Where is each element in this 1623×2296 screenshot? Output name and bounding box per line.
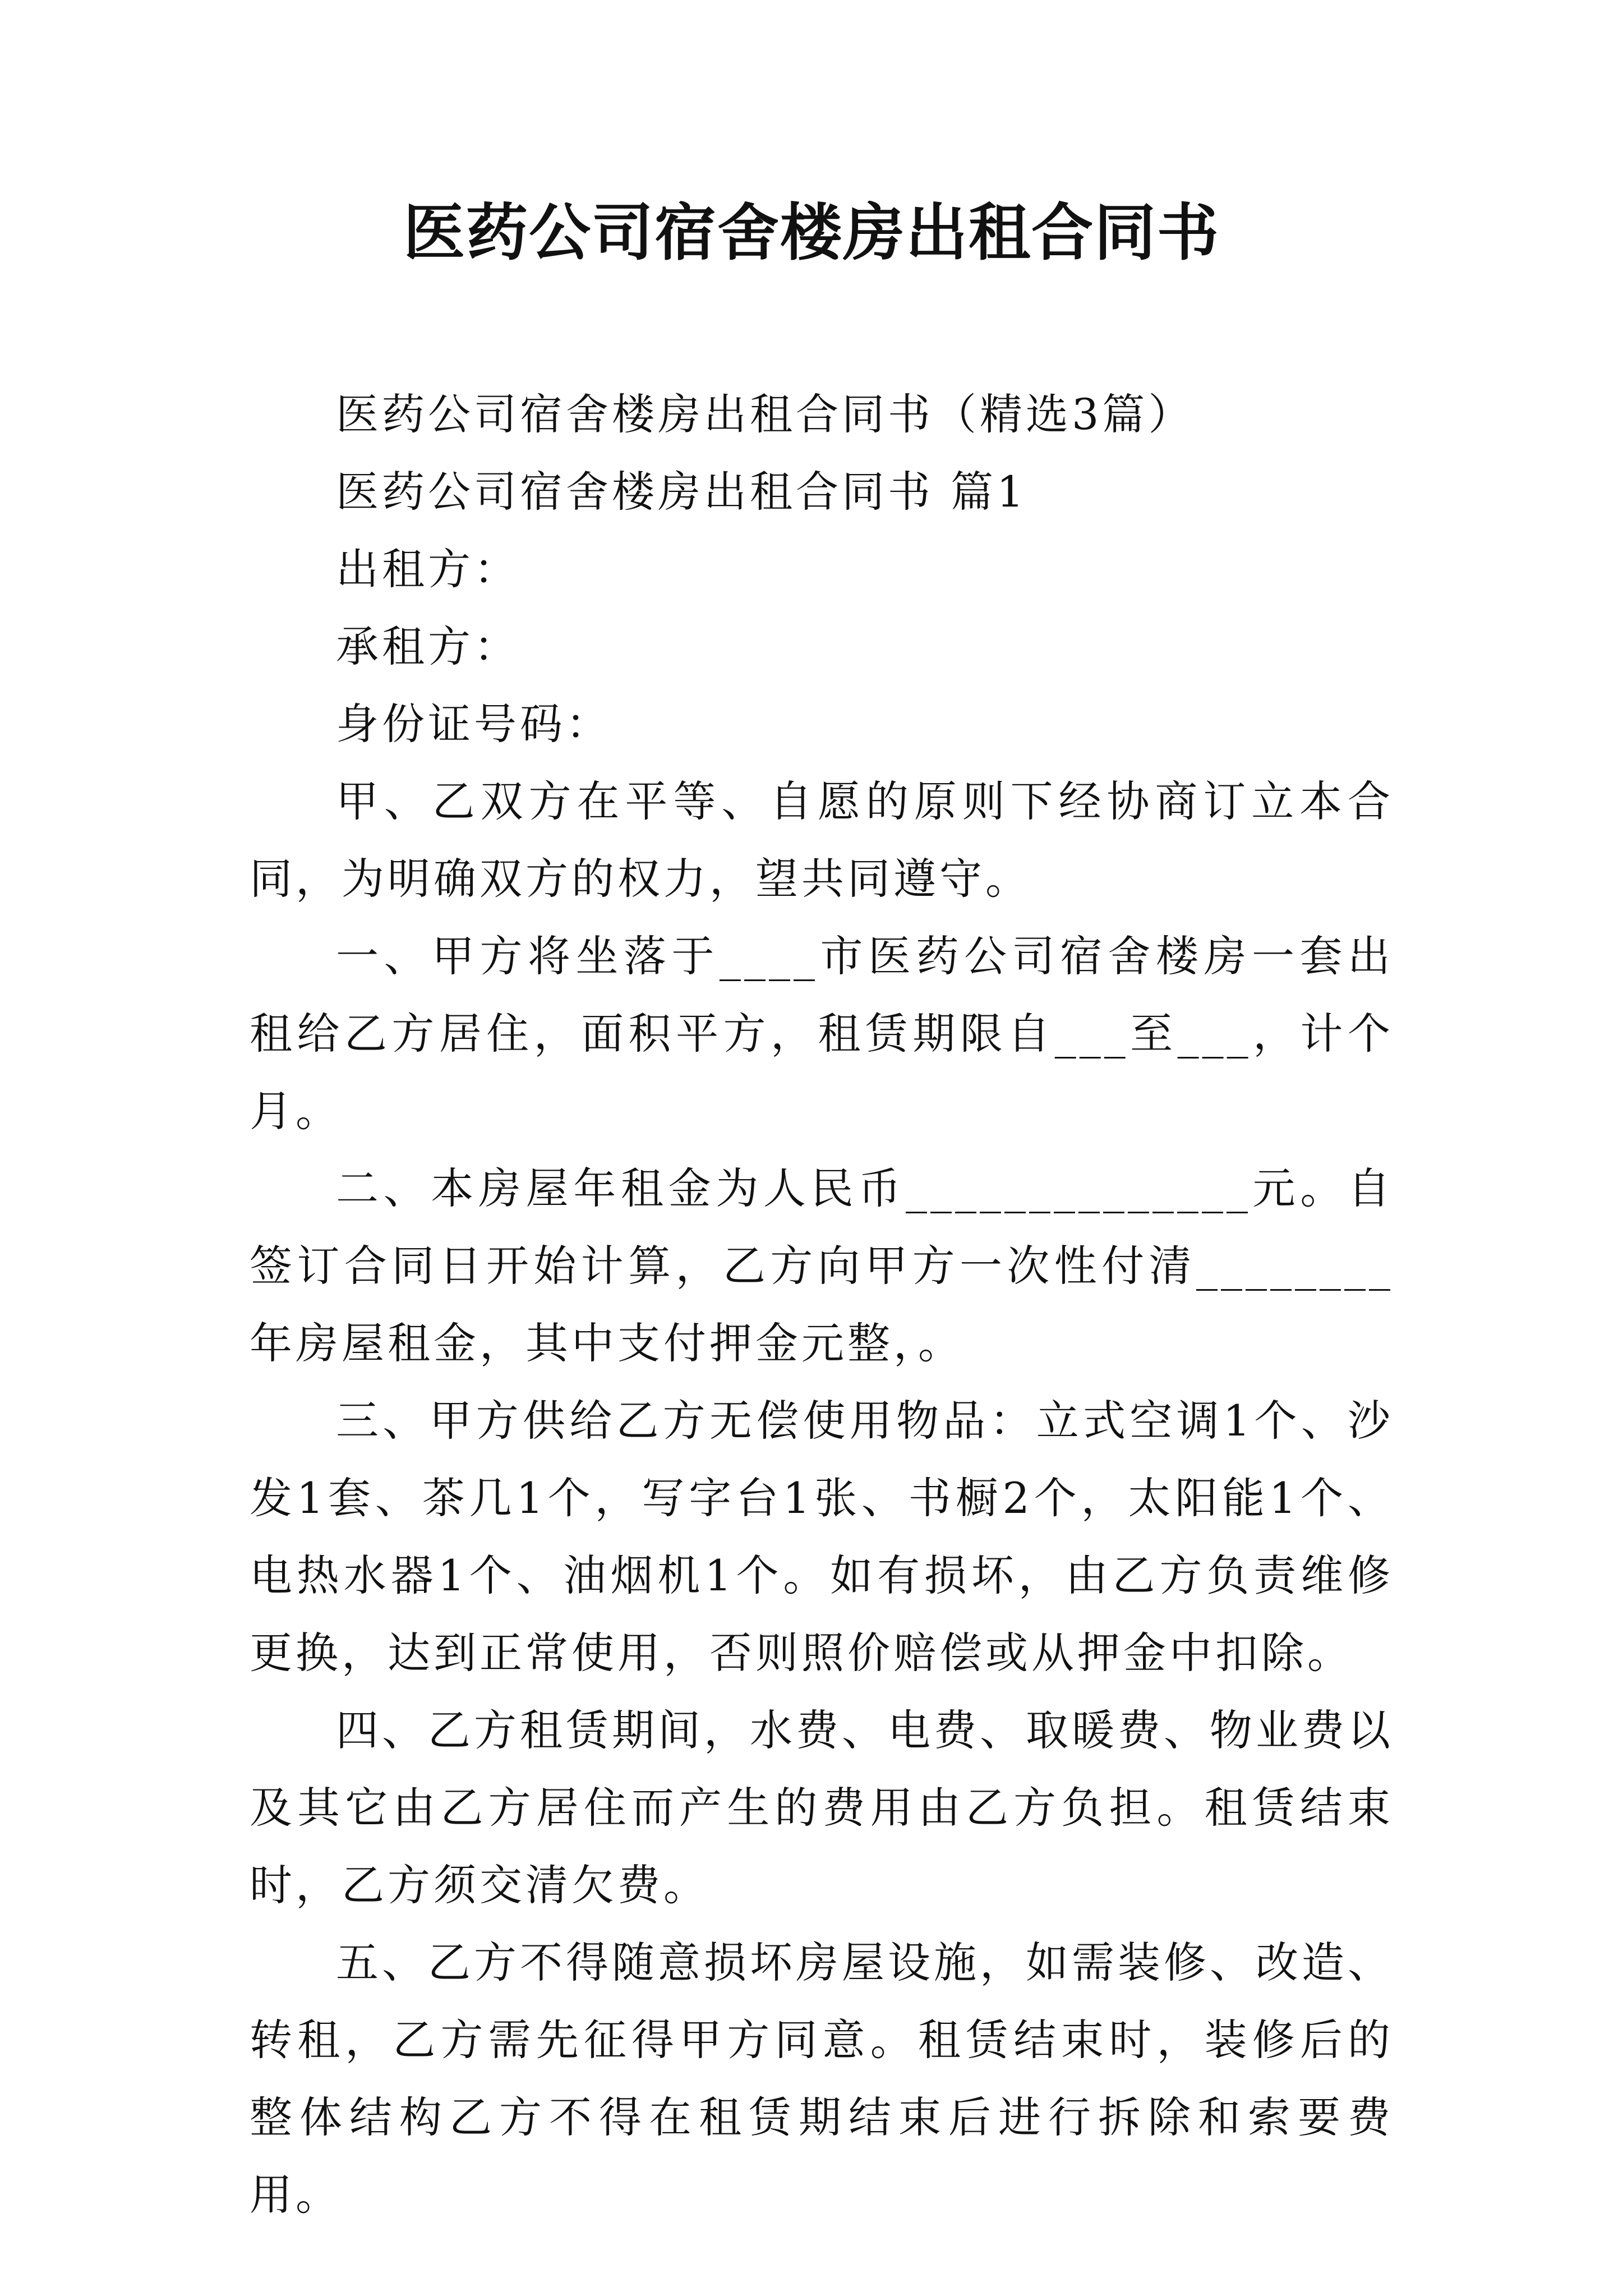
paragraph-clause-5: 五、乙方不得随意损坏房屋设施，如需装修、改造、转租，乙方需先征得甲方同意。租赁结束时，装修后的整体结构乙方不得在租赁期结束后进行拆除和索要费用。 <box>250 1938 1394 2220</box>
paragraph-clause-4: 四、乙方租赁期间，水费、电费、取暖费、物业费以及其它由乙方居住而产生的费用由乙方负担。租赁结束时，乙方须交清欠费。 <box>250 1705 1394 1910</box>
id-number-label: 身份证号码： <box>336 699 612 749</box>
paragraph-clause-3: 三、甲方供给乙方无偿使用物品：立式空调1个、沙发1套、茶几1个，写字台1张、书橱2个，太阳能1个、电热水器1个、油烟机1个。如有损坏，由乙方负责维修更换，达到正常使用，否则照价赔偿或从押金中扣除。 <box>250 1396 1394 1678</box>
section-heading: 医药公司宿舍楼房出租合同书 篇1 <box>336 467 1027 517</box>
lessor-label: 出租方： <box>336 544 520 594</box>
paragraph-clause-1: 一、甲方将坐落于____市医药公司宿舍楼房一套出租给乙方居住，面积平方，租赁期限自___至___，计个月。 <box>250 931 1394 1136</box>
document-subtitle: 医药公司宿舍楼房出租合同书（精选3篇） <box>336 389 1195 439</box>
document-body <box>250 376 1394 2234</box>
paragraph-clause-2: 二、本房屋年租金为人民币______________元。自签订合同日开始计算，乙方向甲方一次性付清________年房屋租金，其中支付押金元整，。 <box>250 1163 1394 1368</box>
document-title: 医药公司宿舍楼房出租合同书 <box>403 196 1220 269</box>
lessee-label: 承租方： <box>336 622 520 671</box>
paragraph-intro: 甲、乙双方在平等、自愿的原则下经协商订立本合同，为明确双方的权力，望共同遵守。 <box>250 776 1394 904</box>
